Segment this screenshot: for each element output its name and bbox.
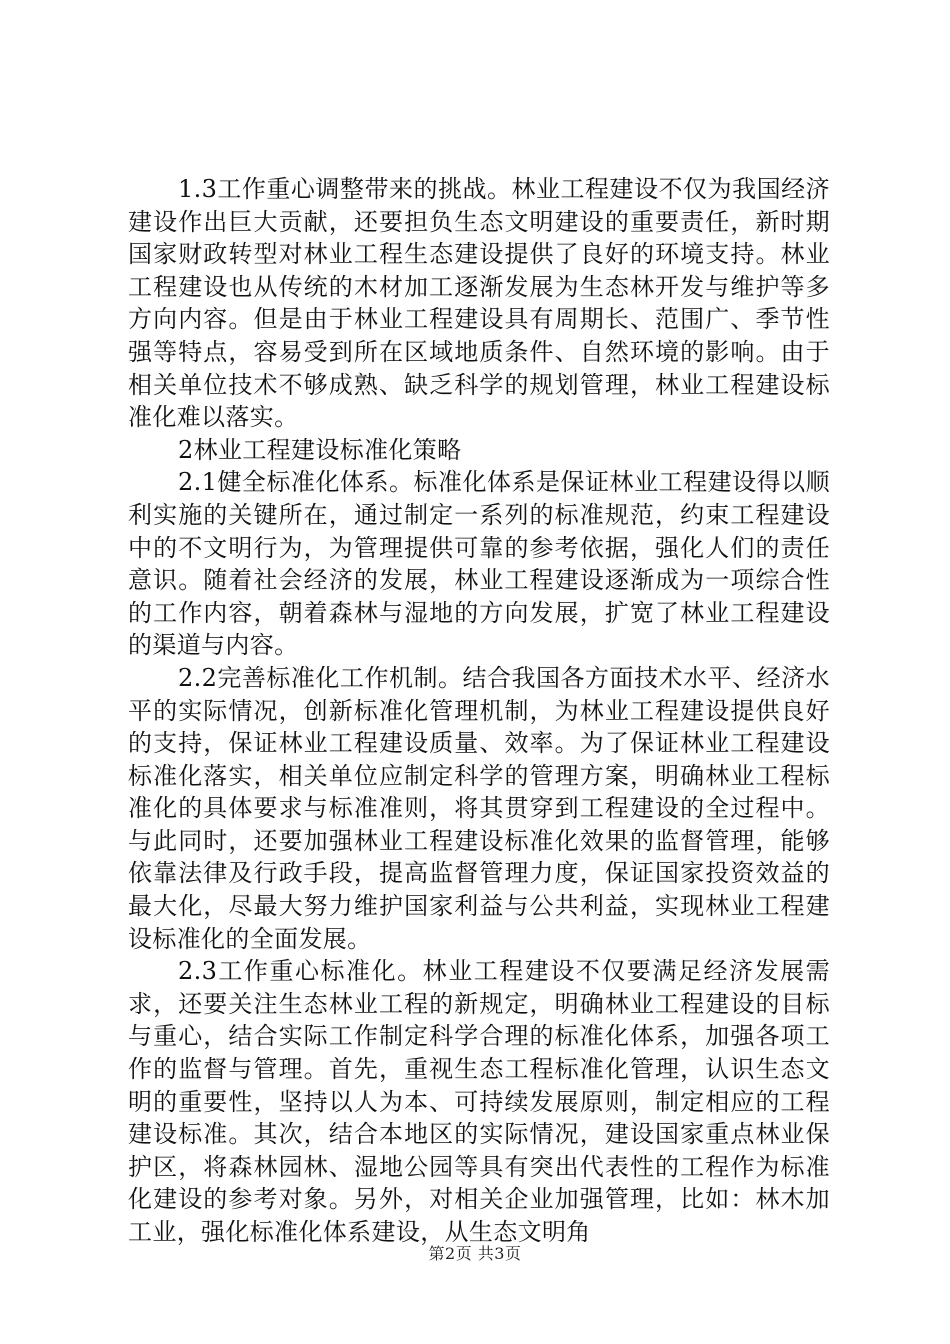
- section-heading-2-standardization-strategy: 2林业工程建设标准化策略: [178, 435, 462, 464]
- document-body: [128, 173, 830, 1249]
- paragraph-1-3-work-focus-challenge: 1.3工作重心调整带来的挑战。林业工程建设不仅为我国经济建设作出巨大贡献，还要担负生态文明建设的重要责任，新时期国家财政转型对林业工程生态建设提供了良好的环境支持。林业工程建设也从传统的木材加工逐渐发展为生态林开发与维护等多方向内容。但是由于林业工程建设具有周期长、范围广、季节性强等特点，容易受到所在区域地质条件、自然环境的影响。由于相关单位技术不够成熟、缺乏科学的规划管理，林业工程建设标准化难以落实。: [128, 175, 830, 432]
- paragraph-2-1-standard-system: 2.1健全标准化体系。标准化体系是保证林业工程建设得以顺利实施的关键所在，通过制定一系列的标准规范，约束工程建设中的不文明行为，为管理提供可靠的参考依据，强化人们的责任意识。随着社会经济的发展，林业工程建设逐渐成为一项综合性的工作内容，朝着森林与湿地的方向发展，扩宽了林业工程建设的渠道与内容。: [128, 468, 830, 660]
- page-number-footer: 第2页 共3页: [428, 1244, 522, 1263]
- paragraph-2-2-work-mechanism: 2.2完善标准化工作机制。结合我国各方面技术水平、经济水平的实际情况，创新标准化管理机制，为林业工程建设提供良好的支持，保证林业工程建设质量、效率。为了保证林业工程建设标准化落实，相关单位应制定科学的管理方案，明确林业工程标准化的具体要求与标准准则，将其贯穿到工程建设的全过程中。与此同时，还要加强林业工程建设标准化效果的监督管理，能够依靠法律及行政手段，提高监督管理力度，保证国家投资效益的最大化，尽最大努力维护国家利益与公共利益，实现林业工程建设标准化的全面发展。: [128, 663, 830, 953]
- paragraph-2-3-work-focus-standardization: 2.3工作重心标准化。林业工程建设不仅要满足经济发展需求，还要关注生态林业工程的新规定，明确林业工程建设的目标与重心，结合实际工作制定科学合理的标准化体系，加强各项工作的监督与管理。首先，重视生态工程标准化管理，认识生态文明的重要性，坚持以人为本、可持续发展原则，制定相应的工程建设标准。其次，结合本地区的实际情况，建设国家重点林业保护区，将森林园林、湿地公园等具有突出代表性的工程作为标准化建设的参考对象。另外，对相关企业加强管理，比如：林木加工业，强化标准化体系建设，从生态文明角: [128, 957, 830, 1246]
